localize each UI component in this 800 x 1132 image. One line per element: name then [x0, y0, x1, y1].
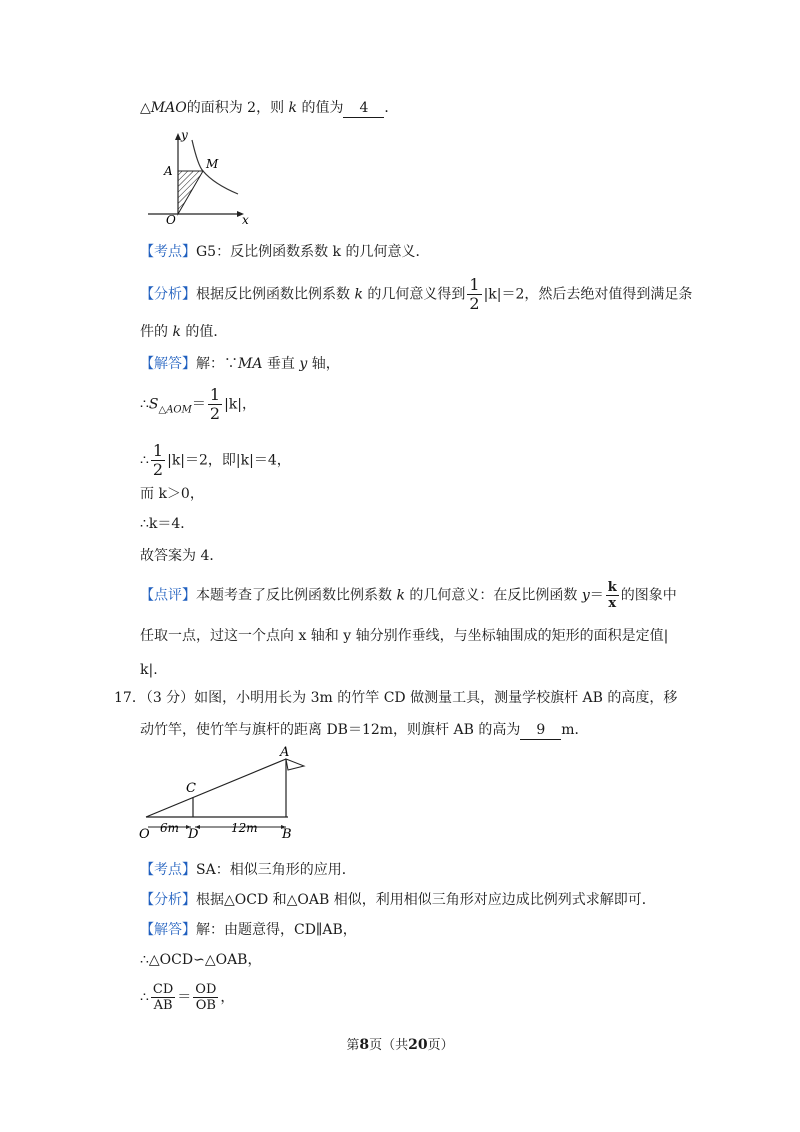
- page-total: 20: [408, 1037, 428, 1053]
- fig1-label-x: x: [242, 213, 249, 224]
- fraction-half: $\frac{1}{2}$: [209, 385, 221, 423]
- fig2-label-d: D: [188, 827, 199, 842]
- question-17: 17．（3 分）如图，小明用长为 3m 的竹竿 CD 做测量工具，测量学校旗杆 AB 的高度，移: [114, 690, 678, 706]
- question-17-line2: 动竹竿，使竹竿与旗杆的距离 DB＝12m，则旗杆 AB 的高为 9 m．: [140, 722, 589, 738]
- fraction-half: $\frac{1}{2}$: [152, 441, 164, 479]
- page-number: 8: [359, 1037, 370, 1053]
- dianping-16-line2: 任取一点，过这一个点向 x 轴和 y 轴分别作垂线，与坐标轴围成的矩形的面积是定值|: [140, 628, 669, 644]
- answer-blank-16: 4: [343, 99, 384, 118]
- jieda-17: 【解答】解：由题意得，CD∥AB，: [140, 922, 357, 938]
- fig2-label-od: 6m: [160, 821, 180, 835]
- answer-line-16: △MAO的面积为 2，则 k 的值为 4 ．: [140, 100, 399, 116]
- answer-blank-17: 9: [520, 721, 561, 740]
- page-footer: 第8页（共20页）: [346, 1037, 454, 1053]
- fig1-label-a: A: [164, 164, 173, 178]
- jieda-16: 【解答】解：∵MA 垂直 y 轴，: [140, 356, 340, 372]
- fenxi-16: 【分析】根据反比例函数比例系数 k 的几何意义得到 $\frac{1}{2}$ |k|＝2，然后去绝对值得到满足条: [140, 275, 693, 313]
- dianping-16-line3: k|.: [140, 662, 158, 678]
- step-ratio: ∴ $\frac{CD}{AB}$ ＝ $\frac{OD}{OB}$ ，: [140, 982, 235, 1013]
- fraction-k-over-x: $\frac{k}{x}$: [607, 580, 617, 611]
- fraction-half: $\frac{1}{2}$: [469, 275, 480, 313]
- fig2-label-b: B: [282, 827, 292, 842]
- fig1-label-y: y: [181, 128, 188, 142]
- step-similar: ∴△OCD∽△OAB，: [140, 952, 262, 968]
- fig2-label-o: O: [139, 827, 150, 842]
- kaodian-16: 【考点】G5：反比例函数系数 k 的几何意义．: [140, 244, 430, 260]
- fraction-od-ob: $\frac{OD}{OB}$: [195, 982, 217, 1013]
- figure-flagpole: [136, 744, 316, 844]
- fraction-cd-ab: $\frac{CD}{AB}$: [152, 982, 174, 1013]
- step-k: ∴k＝4．: [140, 516, 195, 532]
- step-answer: 故答案为 4．: [140, 548, 224, 564]
- fig1-label-o: O: [166, 213, 176, 224]
- fig2-label-db: 12m: [231, 821, 258, 835]
- fenxi-16-line2: 件的 k 的值．: [140, 324, 228, 340]
- step-abs: ∴ $\frac{1}{2}$ |k|＝2，即|k|＝4，: [140, 441, 291, 479]
- step-positive: 而 k＞0，: [140, 486, 204, 502]
- fig2-label-a: A: [280, 745, 290, 760]
- fig1-label-m: M: [206, 157, 219, 171]
- kaodian-17: 【考点】SA：相似三角形的应用．: [140, 862, 356, 878]
- dianping-16: 【点评】本题考查了反比例函数比例系数 k 的几何意义：在反比例函数 y＝ $\frac{k}{x}$ 的图象中: [140, 580, 677, 611]
- step-area: $\therefore S_{\triangle AOM}=$ $\frac{1}{2}$ |k|，: [140, 385, 256, 423]
- fenxi-17: 【分析】根据△OCD 和△OAB 相似，利用相似三角形对应边成比例列式求解即可．: [140, 892, 656, 908]
- fig2-label-c: C: [186, 781, 196, 796]
- figure-hyperbola: [140, 128, 270, 224]
